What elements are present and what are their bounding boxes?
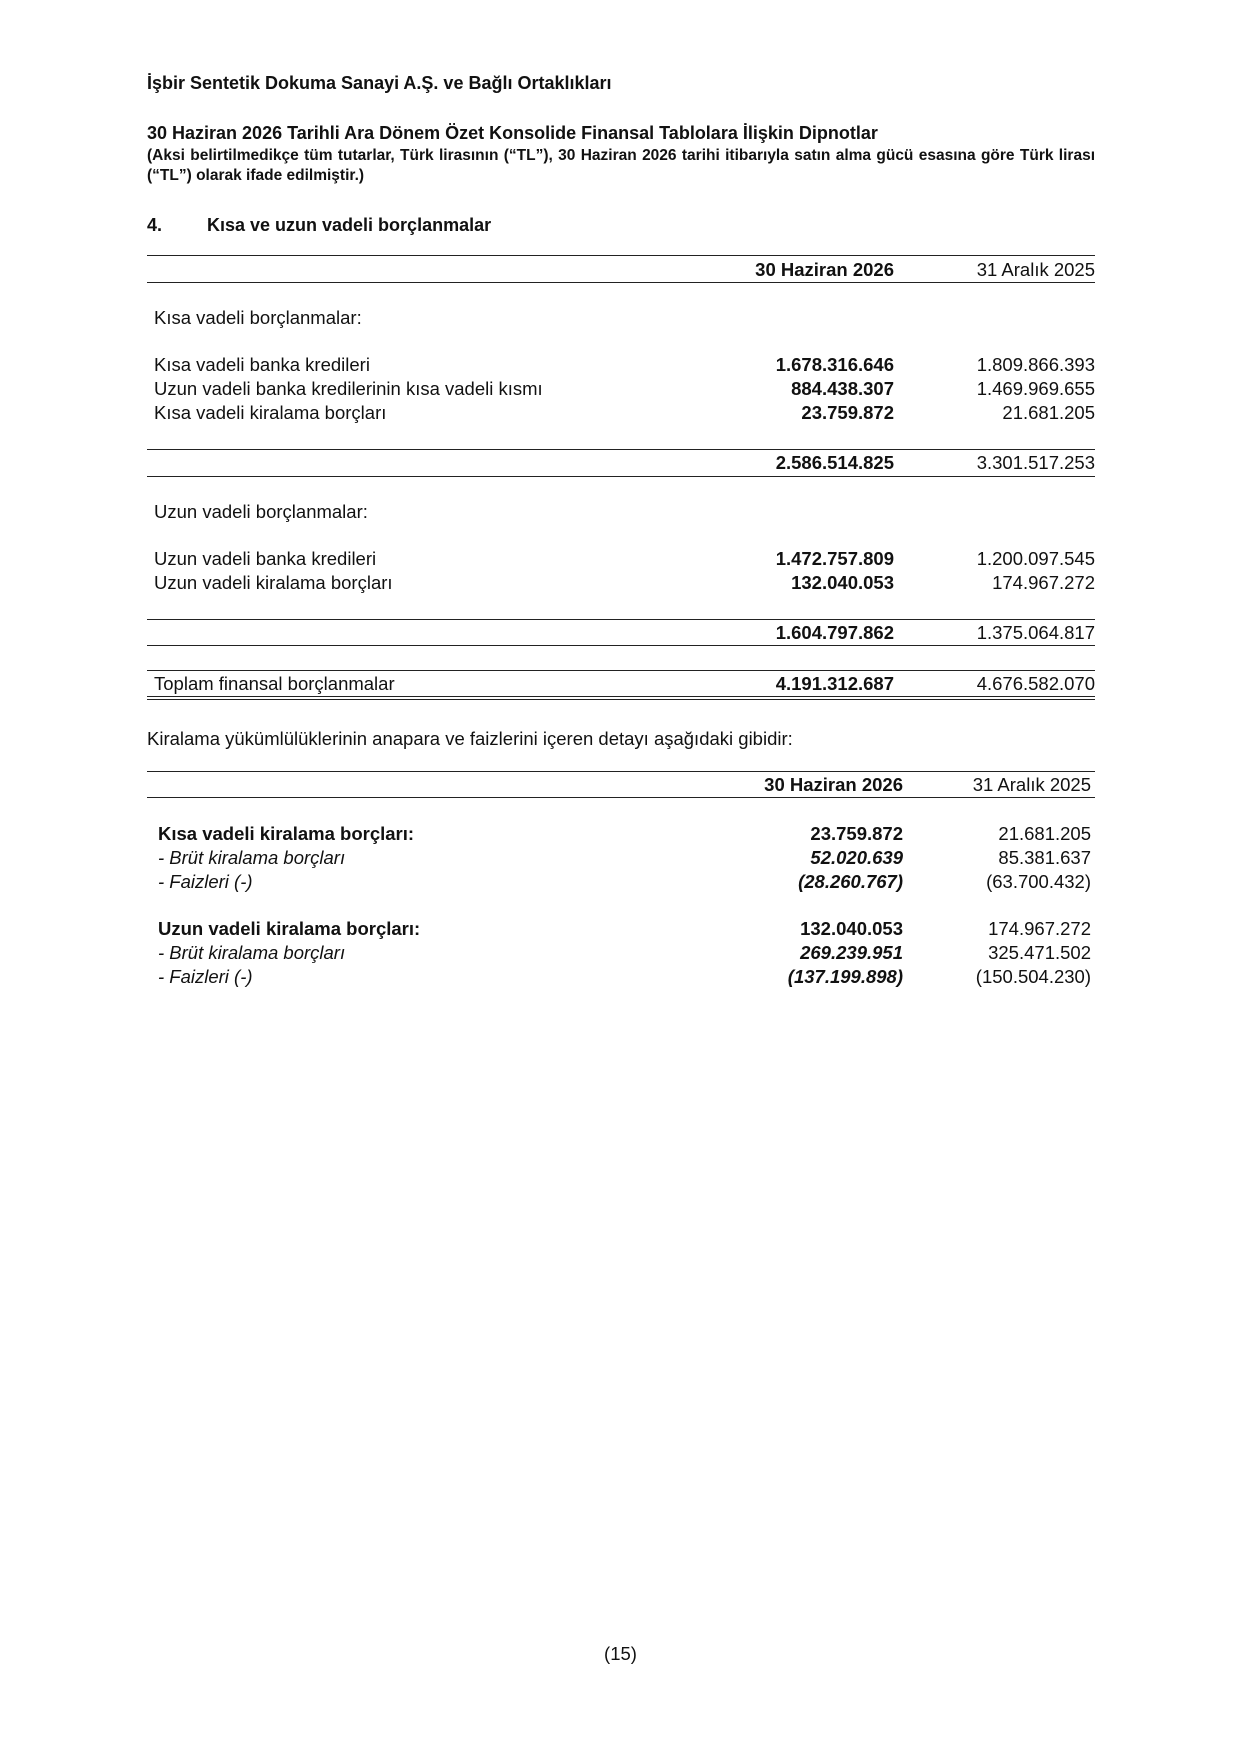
grand-total-current: 4.191.312.687 bbox=[775, 673, 894, 694]
column-header-current: 30 Haziran 2026 bbox=[755, 259, 894, 280]
long-gross-prior: 325.471.502 bbox=[988, 942, 1091, 963]
document-title: 30 Haziran 2026 Tarihli Ara Dönem Özet Konsolide Finansal Tablolara İlişkin Dipnotlar bbox=[147, 123, 878, 143]
table-top-rule bbox=[147, 255, 1095, 256]
company-name: İşbir Sentetik Dokuma Sanayi A.Ş. ve Bağlı Ortaklıkları bbox=[147, 73, 612, 93]
short-interest-prior: (63.700.432) bbox=[986, 871, 1091, 892]
row-prior: 174.967.272 bbox=[992, 572, 1095, 593]
long-gross-label: - Brüt kiralama borçları bbox=[158, 942, 346, 963]
long-interest-prior: (150.504.230) bbox=[975, 966, 1091, 987]
row-current: 1.678.316.646 bbox=[775, 354, 894, 375]
column-header-prior: 31 Aralık 2025 bbox=[976, 259, 1095, 280]
short-lease-prior: 21.681.205 bbox=[998, 823, 1091, 844]
page-number: (15) bbox=[604, 1643, 637, 1664]
long-interest-current: (137.199.898) bbox=[787, 966, 903, 987]
subtotal-bottom-rule bbox=[147, 645, 1095, 646]
double-underline-bottom bbox=[147, 699, 1095, 700]
short-interest-label: - Faizleri (-) bbox=[158, 871, 253, 892]
row-label: Uzun vadeli kiralama borçları bbox=[154, 572, 393, 593]
row-label: Uzun vadeli banka kredilerinin kısa vadeli kısmı bbox=[154, 378, 543, 399]
row-prior: 1.809.866.393 bbox=[976, 354, 1095, 375]
short-gross-label: - Brüt kiralama borçları bbox=[158, 847, 346, 868]
header-bottom-rule bbox=[147, 797, 1095, 798]
column-header-current: 30 Haziran 2026 bbox=[764, 774, 903, 795]
grand-total-prior: 4.676.582.070 bbox=[976, 673, 1095, 694]
row-label: Uzun vadeli banka kredileri bbox=[154, 548, 377, 569]
grand-total-label: Toplam finansal borçlanmalar bbox=[154, 673, 395, 694]
header-bottom-rule bbox=[147, 282, 1095, 283]
row-current: 23.759.872 bbox=[801, 402, 894, 423]
long-lease-prior: 174.967.272 bbox=[988, 918, 1091, 939]
short-total-prior: 3.301.517.253 bbox=[976, 452, 1095, 473]
row-current: 884.438.307 bbox=[791, 378, 894, 399]
subtotal-bottom-rule bbox=[147, 476, 1095, 477]
short-lease-label: Kısa vadeli kiralama borçları: bbox=[158, 823, 415, 844]
short-gross-prior: 85.381.637 bbox=[998, 847, 1091, 868]
row-prior: 21.681.205 bbox=[1002, 402, 1095, 423]
long-gross-current: 269.239.951 bbox=[800, 942, 903, 963]
long-lease-current: 132.040.053 bbox=[800, 918, 903, 939]
row-label: Kısa vadeli banka kredileri bbox=[154, 354, 370, 375]
short-gross-current: 52.020.639 bbox=[810, 847, 903, 868]
short-interest-current: (28.260.767) bbox=[798, 871, 903, 892]
row-current: 132.040.053 bbox=[791, 572, 894, 593]
long-term-heading: Uzun vadeli borçlanmalar: bbox=[154, 501, 368, 522]
section-number: 4. bbox=[147, 215, 163, 235]
row-label: Kısa vadeli kiralama borçları bbox=[154, 402, 387, 423]
long-interest-label: - Faizleri (-) bbox=[158, 966, 253, 987]
table-top-rule bbox=[147, 771, 1095, 772]
long-lease-label: Uzun vadeli kiralama borçları: bbox=[158, 918, 421, 939]
section-title: Kısa ve uzun vadeli borçlanmalar bbox=[207, 215, 492, 235]
double-underline-top bbox=[147, 696, 1095, 697]
lease-intro-text: Kiralama yükümlülüklerinin anapara ve faizlerini içeren detayı aşağıdaki gibidir: bbox=[147, 728, 793, 749]
row-current: 1.472.757.809 bbox=[775, 548, 894, 569]
row-prior: 1.469.969.655 bbox=[976, 378, 1095, 399]
row-prior: 1.200.097.545 bbox=[976, 548, 1095, 569]
short-lease-current: 23.759.872 bbox=[810, 823, 903, 844]
grand-total-rule bbox=[147, 670, 1095, 671]
subtotal-rule bbox=[147, 449, 1095, 450]
document-subtitle: (Aksi belirtilmedikçe tüm tutarlar, Türk lirasının (“TL”), 30 Haziran 2026 tarihi itibarıyla satın alma gücü esasına göre Türk lirası (“TL”) olarak ifade edilmiştir.) bbox=[147, 147, 1095, 184]
short-term-heading: Kısa vadeli borçlanmalar: bbox=[154, 307, 362, 328]
subtotal-rule bbox=[147, 619, 1095, 620]
short-total-current: 2.586.514.825 bbox=[775, 452, 894, 473]
long-total-prior: 1.375.064.817 bbox=[976, 622, 1095, 643]
long-total-current: 1.604.797.862 bbox=[775, 622, 894, 643]
column-header-prior: 31 Aralık 2025 bbox=[972, 774, 1091, 795]
